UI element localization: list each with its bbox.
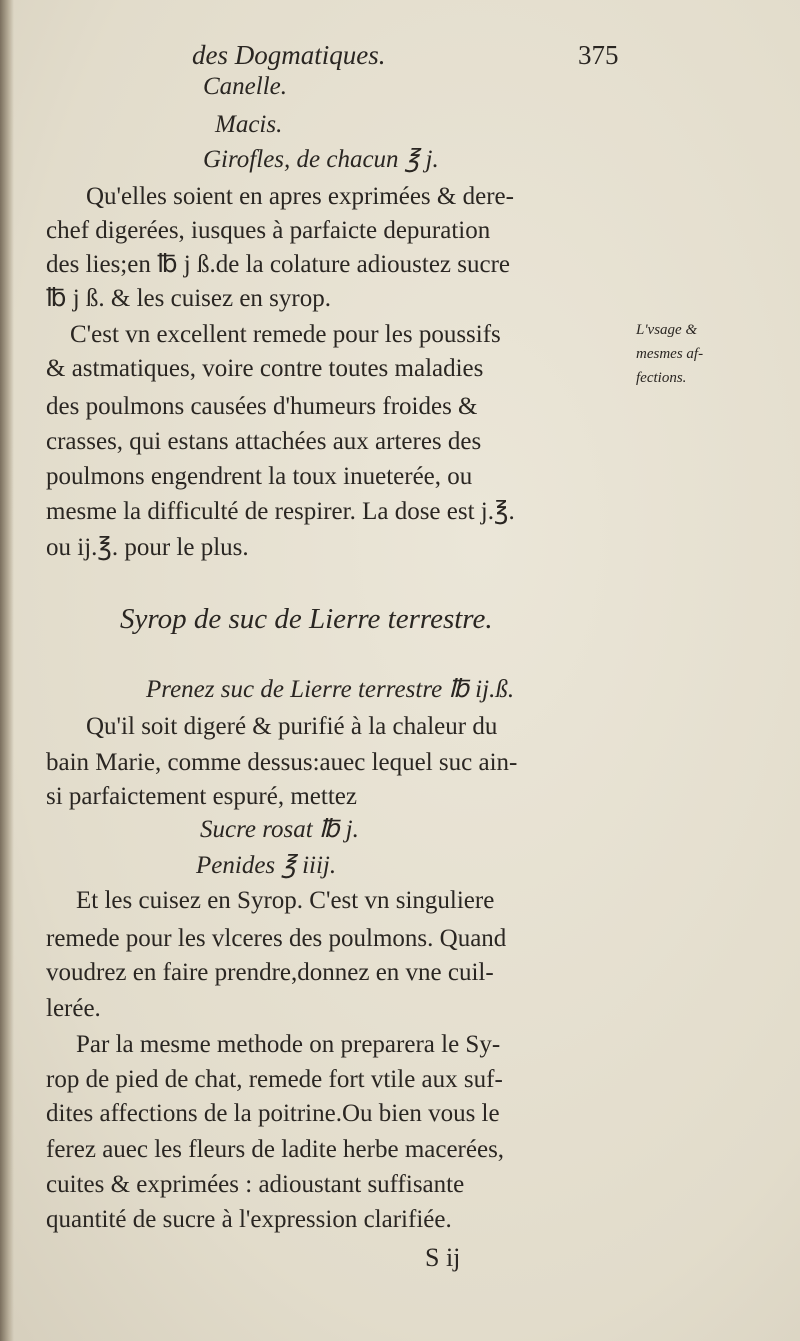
margin-note: fections. [636, 370, 687, 386]
running-head: des Dogmatiques. [192, 40, 386, 70]
text-line: C'est vn excellent remede pour les poussifs [70, 321, 501, 348]
text-line: remede pour les vlceres des poulmons. Quand [46, 925, 507, 952]
recipe-line: Prenez suc de Lierre terrestre ℔ ij.ß. [146, 676, 515, 703]
margin-note: L'vsage & [636, 322, 698, 338]
text-line: des lies;en ℔ j ß.de la colature adioustez sucre [46, 251, 511, 278]
ingredient-line: Girofles, de chacun ℥ j. [203, 146, 439, 173]
ingredient-line: Penides ℥ iiij. [196, 852, 337, 879]
text-line: lerée. [46, 995, 101, 1022]
text-line: & astmatiques, voire contre toutes maladies [46, 355, 484, 382]
text-line: Et les cuisez en Syrop. C'est vn singuliere [76, 887, 495, 914]
text-line: cuites & exprimées : adioustant suffisante [46, 1171, 465, 1198]
text-line: mesme la difficulté de respirer. La dose est j.℥. [46, 498, 515, 525]
text-line: Par la mesme methode on preparera le Sy- [76, 1031, 501, 1058]
ingredient-line: Sucre rosat ℔ j. [200, 816, 359, 843]
text-line: voudrez en faire prendre,donnez en vne cuil- [46, 959, 494, 986]
text-line: si parfaictement espuré, mettez [46, 783, 357, 810]
text-line: bain Marie, comme dessus:auec lequel suc ain- [46, 749, 518, 776]
section-heading: Syrop de suc de Lierre terrestre. [120, 603, 493, 635]
text-line: des poulmons causées d'humeurs froides & [46, 393, 478, 420]
binding-gutter [0, 0, 14, 1341]
text-line: dites affections de la poitrine.Ou bien vous le [46, 1100, 500, 1127]
ingredient-line: Macis. [215, 111, 283, 138]
text-line: poulmons engendrent la toux inueterée, ou [46, 463, 473, 490]
text-line: rop de pied de chat, remede fort vtile aux suf- [46, 1066, 503, 1093]
text-line: ℔ j ß. & les cuisez en syrop. [46, 285, 331, 312]
signature-mark: S ij [425, 1243, 461, 1272]
text-line: crasses, qui estans attachées aux arteres des [46, 428, 482, 455]
text-line: Qu'elles soient en apres exprimées & dere- [86, 183, 514, 210]
ingredient-line: Canelle. [203, 73, 288, 100]
text-line: quantité de sucre à l'expression clarifiée. [46, 1206, 452, 1233]
text-line: chef digerées, iusques à parfaicte depuration [46, 217, 491, 244]
text-line: Qu'il soit digeré & purifié à la chaleur du [86, 713, 498, 740]
page-number: 375 [578, 40, 619, 70]
margin-note: mesmes af- [636, 346, 704, 362]
text-line: ou ij.℥. pour le plus. [46, 534, 249, 561]
text-line: ferez auec les fleurs de ladite herbe macerées, [46, 1136, 505, 1163]
